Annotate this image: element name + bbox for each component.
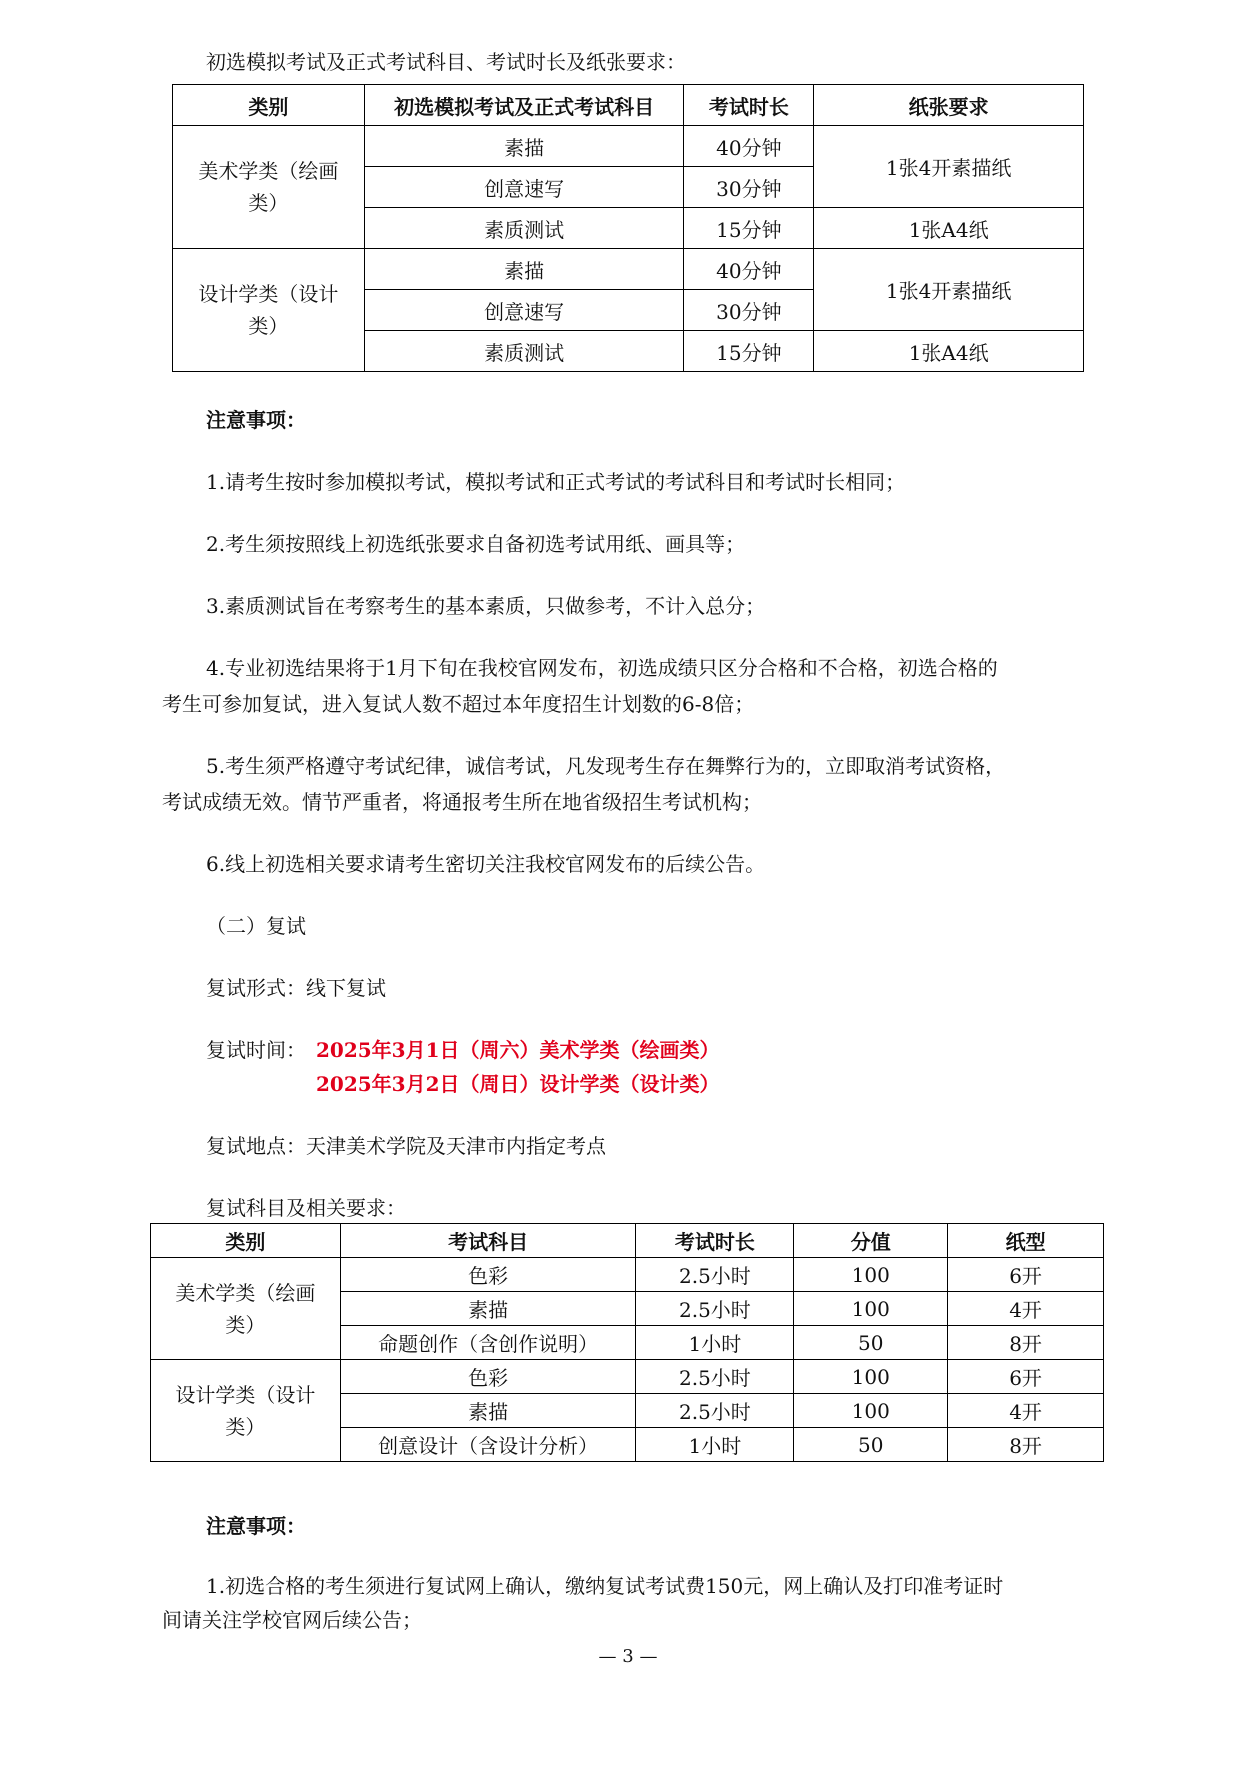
duration-cell: 30分钟 [684, 167, 814, 208]
score-cell: 100 [794, 1394, 948, 1428]
subject-cell: 色彩 [340, 1258, 636, 1292]
header-duration: 考试时长 [636, 1224, 794, 1258]
duration-cell: 40分钟 [684, 249, 814, 290]
table-row [151, 1258, 1104, 1292]
header-category: 类别 [173, 85, 365, 126]
score-cell: 50 [794, 1428, 948, 1462]
retest-time-label: 复试时间： [206, 1038, 306, 1062]
paper-cell: 8开 [948, 1326, 1104, 1360]
paper-cell: 1张4开素描纸 [814, 126, 1084, 208]
category-cell: 设计学类（设计类） [173, 249, 365, 372]
score-cell: 100 [794, 1360, 948, 1394]
table-row [173, 249, 1084, 290]
header-paper: 纸型 [948, 1224, 1104, 1258]
header-subject: 考试科目 [340, 1224, 636, 1258]
paper-cell: 1张A4纸 [814, 331, 1084, 372]
header-category: 类别 [151, 1224, 341, 1258]
duration-cell: 15分钟 [684, 331, 814, 372]
score-cell: 50 [794, 1326, 948, 1360]
subject-cell: 素描 [364, 249, 684, 290]
paper-cell: 1张4开素描纸 [814, 249, 1084, 331]
table2-intro: 复试科目及相关要求： [206, 1196, 406, 1220]
header-duration: 考试时长 [684, 85, 814, 126]
header-subject: 初选模拟考试及正式考试科目 [364, 85, 684, 126]
duration-cell: 40分钟 [684, 126, 814, 167]
paper-cell: 4开 [948, 1394, 1104, 1428]
notice-item: 4.专业初选结果将于1月下旬在我校官网发布，初选成绩只区分合格和不合格，初选合格的 [206, 656, 998, 680]
table-row [173, 126, 1084, 167]
header-paper: 纸张要求 [814, 85, 1084, 126]
subject-cell: 素描 [340, 1394, 636, 1428]
paper-cell: 6开 [948, 1258, 1104, 1292]
page-number: — 3 — [598, 1646, 658, 1667]
retest-form: 复试形式：线下复试 [206, 976, 386, 1000]
notice-item: 1.请考生按时参加模拟考试，模拟考试和正式考试的考试科目和考试时长相同； [206, 470, 906, 494]
duration-cell: 1小时 [636, 1326, 794, 1360]
notice-item: 3.素质测试旨在考察考生的基本素质，只做参考，不计入总分； [206, 594, 766, 618]
table-header-row [173, 85, 1084, 126]
paper-cell: 1张A4纸 [814, 208, 1084, 249]
retest-time-second: 2025年3月2日（周日）设计学类（设计类） [316, 1072, 720, 1096]
notice-item-continued: 考生可参加复试，进入复试人数不超过本年度招生计划数的6-8倍； [162, 692, 755, 716]
score-cell: 100 [794, 1258, 948, 1292]
duration-cell: 2.5小时 [636, 1292, 794, 1326]
section-heading: （二）复试 [206, 914, 306, 938]
subject-cell: 创意速写 [364, 290, 684, 331]
duration-cell: 2.5小时 [636, 1394, 794, 1428]
duration-cell: 1小时 [636, 1428, 794, 1462]
subject-cell: 创意速写 [364, 167, 684, 208]
subject-cell: 素质测试 [364, 331, 684, 372]
category-cell: 美术学类（绘画类） [173, 126, 365, 249]
preliminary-exam-table [172, 84, 1084, 372]
retest-place: 复试地点：天津美术学院及天津市内指定考点 [206, 1134, 606, 1158]
header-score: 分值 [794, 1224, 948, 1258]
subject-cell: 创意设计（含设计分析） [340, 1428, 636, 1462]
notice-item: 6.线上初选相关要求请考生密切关注我校官网发布的后续公告。 [206, 852, 766, 876]
duration-cell: 2.5小时 [636, 1360, 794, 1394]
score-cell: 100 [794, 1292, 948, 1326]
notice-item-continued: 考试成绩无效。情节严重者，将通报考生所在地省级招生考试机构； [162, 790, 762, 814]
subject-cell: 色彩 [340, 1360, 636, 1394]
retest-time-first: 2025年3月1日（周六）美术学类（绘画类） [316, 1038, 720, 1062]
retest-exam-table [150, 1223, 1104, 1462]
duration-cell: 2.5小时 [636, 1258, 794, 1292]
table1-intro: 初选模拟考试及正式考试科目、考试时长及纸张要求： [206, 50, 686, 74]
notice-item: 1.初选合格的考生须进行复试网上确认，缴纳复试考试费150元，网上确认及打印准考证时 [206, 1574, 1004, 1598]
paper-cell: 4开 [948, 1292, 1104, 1326]
table-row [151, 1360, 1104, 1394]
subject-cell: 素质测试 [364, 208, 684, 249]
category-cell: 设计学类（设计类） [151, 1360, 341, 1462]
table-header-row [151, 1224, 1104, 1258]
notice-item-continued: 间请关注学校官网后续公告； [162, 1608, 422, 1632]
category-cell: 美术学类（绘画类） [151, 1258, 341, 1360]
paper-cell: 6开 [948, 1360, 1104, 1394]
subject-cell: 素描 [364, 126, 684, 167]
duration-cell: 30分钟 [684, 290, 814, 331]
subject-cell: 命题创作（含创作说明） [340, 1326, 636, 1360]
notice-title-2: 注意事项： [206, 1514, 306, 1538]
notice-item: 2.考生须按照线上初选纸张要求自备初选考试用纸、画具等； [206, 532, 746, 556]
subject-cell: 素描 [340, 1292, 636, 1326]
paper-cell: 8开 [948, 1428, 1104, 1462]
duration-cell: 15分钟 [684, 208, 814, 249]
notice-item: 5.考生须严格遵守考试纪律，诚信考试，凡发现考生存在舞弊行为的，立即取消考试资格， [206, 754, 1006, 778]
notice-title: 注意事项： [206, 408, 306, 432]
